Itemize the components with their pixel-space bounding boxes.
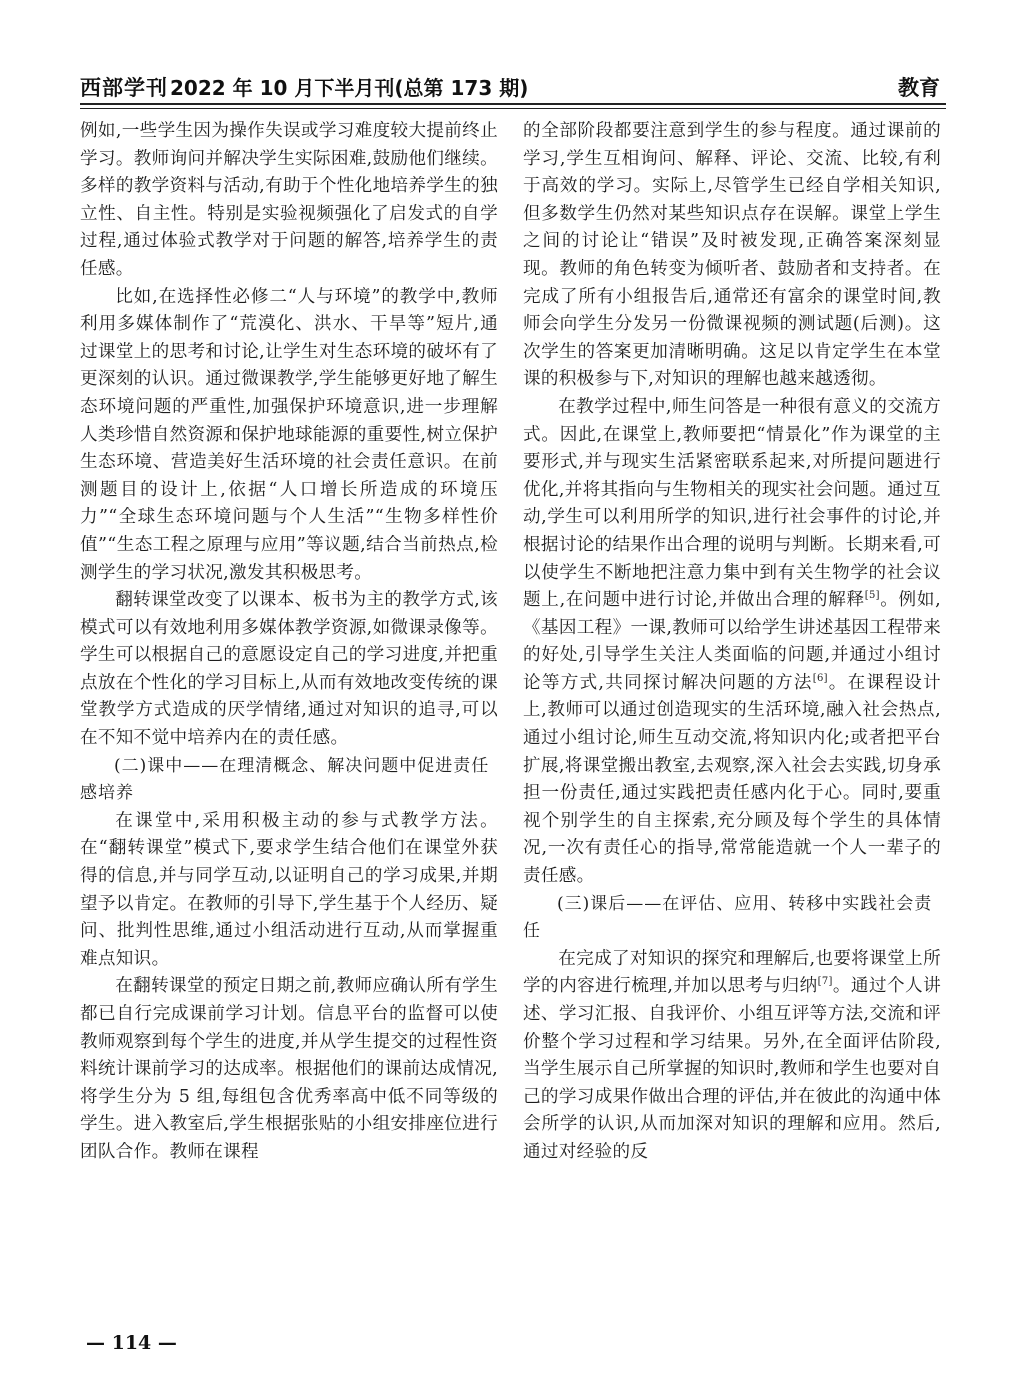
- issue-info: 2022 年 10 月下半月刊(总第 173 期): [170, 76, 529, 100]
- section-heading: (二)课中——在理清概念、解决问题中促进责任感培养: [80, 755, 490, 804]
- journal-masthead-logo: 西部学刊: [80, 75, 168, 100]
- paragraph-text: 在教学过程中,师生问答是一种很有意义的交流方式。因此,在课堂上,教师要把“情景化”作为课堂的主要形式,并与现实生活紧密联系起来,对所提问题进行优化,并将其指向与生物相关的现实社会问题。通过互动,学生可以利用所学的知识,进行社会事件的讨论,并根据讨论的结果作出合理的说明与判断。长期来看,可以使学生不断地把注意力集中到有关生物学的社会议题上,在问题中进行讨论,并做出合理的解释: [523, 396, 941, 611]
- section-label: 教育: [898, 76, 940, 100]
- paragraph: 的全部阶段都要注意到学生的参与程度。通过课前的学习,学生互相询问、解释、评论、交流、比较,有利于高效的学习。实际上,尽管学生已经自学相关知识,但多数学生仍然对某些知识点存在误解。课堂上学生之间的讨论让“错误”及时被发现,正确答案深刻显现。教师的角色转变为倾听者、鼓励者和支持者。在完成了所有小组报告后,通常还有富余的课堂时间,教师会向学生分发另一份微课视频的测试题(后测)。这次学生的答案更加清晰明确。这足以肯定学生在本堂课的积极参与下,对知识的理解也越来越透彻。: [523, 121, 941, 390]
- right-column: [523, 118, 941, 1167]
- citation-ref: [5]: [864, 590, 880, 602]
- paragraph-text: 在完成了对知识的探究和理解后,也要将课堂上所学的内容进行梳理,并加以思考与归纳: [523, 948, 941, 997]
- paragraph: 在翻转课堂的预定日期之前,教师应确认所有学生都已自行完成课前学习计划。信息平台的监督可以使教师观察到每个学生的进度,并从学生提交的过程性资料统计课前学习的达成率。根据他们的课前达成情况,将学生分为 5 组,每组包含优秀率高中低不同等级的学生。进入教室后,学生根据张贴的小组安排座位进行团队合作。教师在课程: [80, 976, 498, 1162]
- paragraph: [523, 946, 941, 1167]
- header-rule-thin: [80, 108, 946, 109]
- paragraph: 翻转课堂改变了以课本、板书为主的教学方式,该模式可以有效地利用多媒体教学资源,如微课录像等。学生可以根据自己的意愿设定自己的学习进度,并把重点放在个性化的学习目标上,从而有效地改变传统的课堂教学方式造成的厌学情绪,通过对知识的追寻,可以在不知不觉中培养内在的责任感。: [80, 590, 498, 749]
- paragraph: 在课堂中,采用积极主动的参与式教学方法。在“翻转课堂”模式下,要求学生结合他们在课堂外获得的信息,并与同学互动,以证明自己的学习成果,并期望予以肯定。在教师的引导下,学生基于个人经历、疑问、批判性思维,通过小组活动进行互动,从而掌握重难点知识。: [80, 810, 498, 969]
- paragraph: 比如,在选择性必修二“人与环境”的教学中,教师利用多媒体制作了“荒漠化、洪水、干旱等”短片,通过课堂上的思考和讨论,让学生对生态环境的破坏有了更深刻的认识。通过微课教学,学生能够更好地了解生态环境问题的严重性,加强保护环境意识,进一步理解人类珍惜自然资源和保护地球能源的重要性,树立保护生态环境、营造美好生活环境的社会责任意识。在前测题目的设计上,依据“人口增长所造成的环境压力”“全球生态环境问题与个人生活”“生物多样性价值”“生态工程之原理与应用”等议题,结合当前热点,检测学生的学习状况,激发其积极思考。: [80, 286, 498, 583]
- paragraph-text: 。通过个人讲述、学习汇报、自我评价、小组互评等方法,交流和评价整个学习过程和学习结果。另外,在全面评估阶段,当学生展示自己所掌握的知识时,教师和学生也要对自己的学习成果作做出合理的评估,并在彼此的沟通中体会所学的认识,从而加深对知识的理解和应用。然后,通过对经验的反: [523, 976, 941, 1162]
- paragraph: 例如,一些学生因为操作失误或学习难度较大提前终止学习。教师询问并解决学生实际困难,鼓励他们继续。多样的教学资料与活动,有助于个性化地培养学生的独立性、自主性。特别是实验视频强化了启发式的自学过程,通过体验式教学对于问题的解答,培养学生的责任感。: [80, 121, 498, 279]
- paragraph: [523, 394, 941, 891]
- section-heading: (三)课后——在评估、应用、转移中实践社会责任: [523, 893, 933, 942]
- page-number: — 114 —: [86, 1332, 177, 1354]
- left-column: [80, 118, 498, 1167]
- citation-ref: [6]: [812, 673, 828, 685]
- running-header: [80, 72, 946, 102]
- header-left: [80, 72, 528, 102]
- citation-ref: [7]: [817, 976, 833, 988]
- paragraph-text: 。在课程设计上,教师可以通过创造现实的生活环境,融入社会热点,通过小组讨论,师生互动交流,将知识内化;或者把平台扩展,将课堂搬出教室,去观察,深入社会去实践,切身承担一份责任,通过实践把责任感内化于心。同时,要重视个别学生的自主探索,充分顾及每个学生的具体情况,一次有责任心的指导,常常能造就一个人一辈子的责任感。: [523, 672, 941, 887]
- paragraph-text: 。例如,《基因工程》一课,教师可以给学生讲述基因工程带来的好处,引导学生关注人类面临的问题,并通过小组讨论等方式,共同探讨解决问题的方法: [523, 590, 941, 693]
- header-rule-thick: [80, 103, 946, 105]
